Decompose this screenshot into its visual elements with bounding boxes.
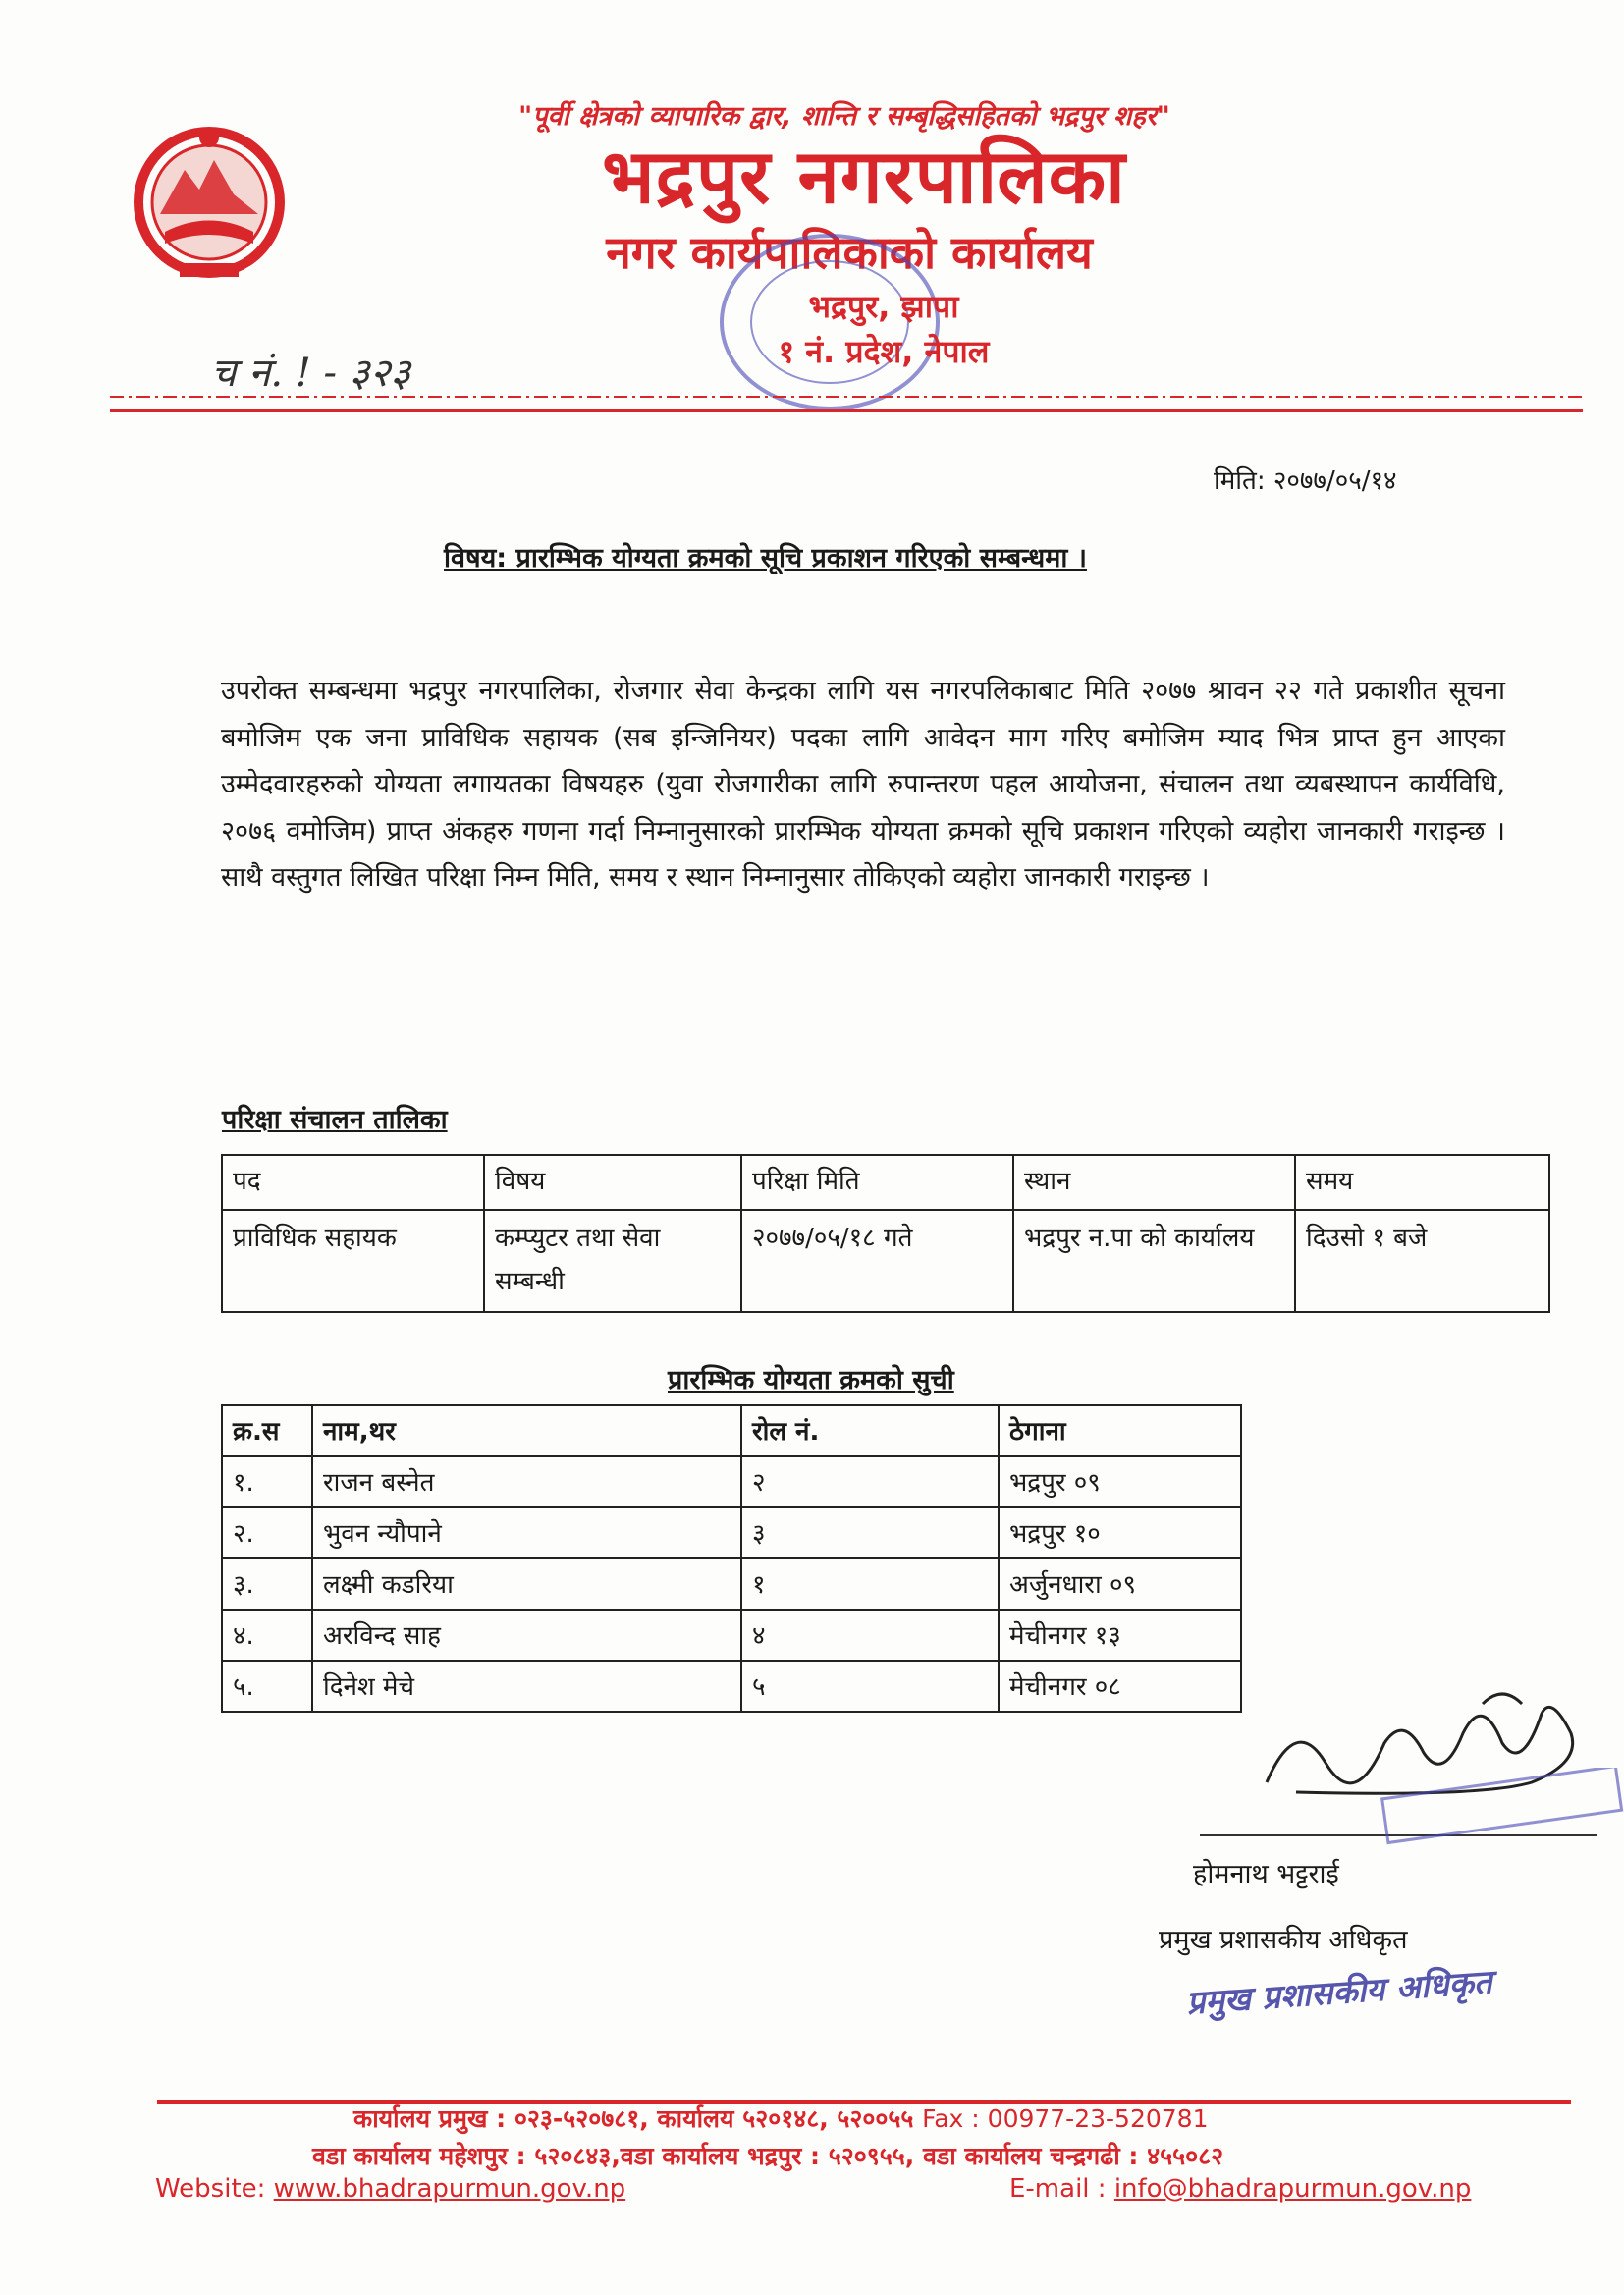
table-cell: मेचीनगर ०८ (999, 1661, 1241, 1712)
footer-email (1009, 2174, 1471, 2204)
table-row (222, 1661, 1241, 1712)
reference-number: च नं. ! - ३२३ (211, 351, 411, 396)
footer-contact-line-1 (353, 2102, 1208, 2135)
column-header: स्थान (1013, 1155, 1295, 1210)
table-cell: भद्रपुर १० (999, 1507, 1241, 1558)
address-line-2: १ नं. प्रदेश, नेपाल (778, 333, 990, 370)
table-cell: १. (222, 1456, 312, 1507)
email-label: E-mail : (1009, 2174, 1107, 2204)
column-header: परिक्षा मिति (741, 1155, 1013, 1210)
signatory-name: होमनाथ भट्टराई (1193, 1859, 1339, 1889)
table-cell: प्राविधिक सहायक (222, 1210, 484, 1312)
table-cell: १ (741, 1558, 999, 1610)
column-header: विषय (484, 1155, 741, 1210)
schedule-heading: परिक्षा संचालन तालिका (222, 1105, 448, 1135)
signatory-title: प्रमुख प्रशासकीय अधिकृत (1159, 1925, 1408, 1955)
table-cell: ४. (222, 1610, 312, 1661)
table-cell: २. (222, 1507, 312, 1558)
address-line-1: भद्रपुर, झापा (808, 288, 959, 325)
column-header: समय (1295, 1155, 1549, 1210)
website-label: Website: (155, 2174, 266, 2204)
table-header-row (222, 1405, 1241, 1456)
designation-stamp: प्रमुख प्रशासकीय अधिकृत (1185, 1962, 1493, 2022)
table-cell: ३ (741, 1507, 999, 1558)
column-header: ठेगाना (999, 1405, 1241, 1456)
column-header: क्र.स (222, 1405, 312, 1456)
table-row (222, 1456, 1241, 1507)
header-divider (110, 391, 1583, 416)
table-cell: २ (741, 1456, 999, 1507)
column-header: रोल नं. (741, 1405, 999, 1456)
table-cell: ५ (741, 1661, 999, 1712)
table-cell: ४ (741, 1610, 999, 1661)
table-cell: दिउसो १ बजे (1295, 1210, 1549, 1312)
table-cell: अरविन्द साह (312, 1610, 741, 1661)
table-cell: दिनेश मेचे (312, 1661, 741, 1712)
fax-number: Fax : 00977-23-520781 (922, 2104, 1209, 2133)
table-cell: ३. (222, 1558, 312, 1610)
column-header: नाम,थर (312, 1405, 741, 1456)
nepal-emblem-icon (126, 116, 293, 293)
merit-list-heading: प्रारम्भिक योग्यता क्रमको सुची (668, 1365, 954, 1395)
letter-date: मिति: २०७७/०५/१४ (1214, 466, 1397, 496)
org-name: भद्रपुर नगरपालिका (602, 133, 1126, 220)
table-row (222, 1507, 1241, 1558)
table-row (222, 1610, 1241, 1661)
table-row (222, 1558, 1241, 1610)
table-cell: भद्रपुर न.पा को कार्यालय (1013, 1210, 1295, 1312)
table-row (222, 1210, 1549, 1312)
table-header-row (222, 1155, 1549, 1210)
office-name: नगर कार्यपालिकाको कार्यालय (606, 226, 1093, 279)
table-cell: भुवन न्यौपाने (312, 1507, 741, 1558)
exam-schedule-table (221, 1154, 1550, 1313)
body-paragraph: उपरोक्त सम्बन्धमा भद्रपुर नगरपालिका, रोजगार सेवा केन्द्रका लागि यस नगरपलिकाबाट मिति २०७७ श्रावन २२ गते प्रकाशीत सूचना बमोजिम एक जना प्राविधिक सहायक (सब इन्जिनियर) पदका लागि आवेदन माग गरिए बमोजिम म्याद भित्र प्राप्त हुन आएका उम्मेदवारहरुको योग्यता लगायतका विषयहरु (युवा रोजगारीका लागि रुपान्तरण पहल आयोजना, संचालन तथा व्यबस्थापन कार्यविधि, २०७६ वमोजिम) प्राप्त अंकहरु गणना गर्दा निम्नानुसारको प्रारम्भिक योग्यता क्रमको सूचि प्रकाशन गरिएको व्यहोरा जानकारी गराइन्छ । साथै वस्तुगत लिखित परिक्षा निम्न मिति, समय र स्थान निम्नानुसार तोकिएको व्यहोरा जानकारी गराइन्छ । (221, 676, 1505, 893)
website-link[interactable]: www.bhadrapurmun.gov.np (273, 2174, 626, 2204)
footer-contact-line-2: वडा कार्यालय महेशपुर : ५२०८४३,वडा कार्यालय भद्रपुर : ५२०९५५, वडा कार्यालय चन्द्रगढी : ४५५०८२ (312, 2142, 1224, 2170)
table-cell: राजन बस्नेत (312, 1456, 741, 1507)
table-cell: अर्जुनधारा ०९ (999, 1558, 1241, 1610)
table-cell: ५. (222, 1661, 312, 1712)
footer-website (155, 2174, 625, 2204)
column-header: पद (222, 1155, 484, 1210)
table-cell: मेचीनगर १३ (999, 1610, 1241, 1661)
slogan: "पूर्वी क्षेत्रको व्यापारिक द्वार, शान्ति र सम्बृद्धिसहितको भद्रपुर शहर" (518, 101, 1170, 132)
table-cell: भद्रपुर ०९ (999, 1456, 1241, 1507)
table-cell: लक्ष्मी कडरिया (312, 1558, 741, 1610)
email-link[interactable]: info@bhadrapurmun.gov.np (1113, 2174, 1472, 2204)
table-cell: कम्प्युटर तथा सेवा सम्बन्धी (484, 1210, 741, 1312)
office-phones: कार्यालय प्रमुख : ०२३-५२०७८१, कार्यालय ५२०१४८, ५२००५५ (353, 2104, 914, 2133)
table-cell: २०७७/०५/१८ गते (741, 1210, 1013, 1312)
letter-subject: विषय: प्रारम्भिक योग्यता क्रमको सूचि प्रकाशन गरिएको सम्बन्धमा । (444, 543, 1087, 574)
official-seal-stamp (1375, 1768, 1624, 1846)
merit-list-table (221, 1404, 1242, 1713)
